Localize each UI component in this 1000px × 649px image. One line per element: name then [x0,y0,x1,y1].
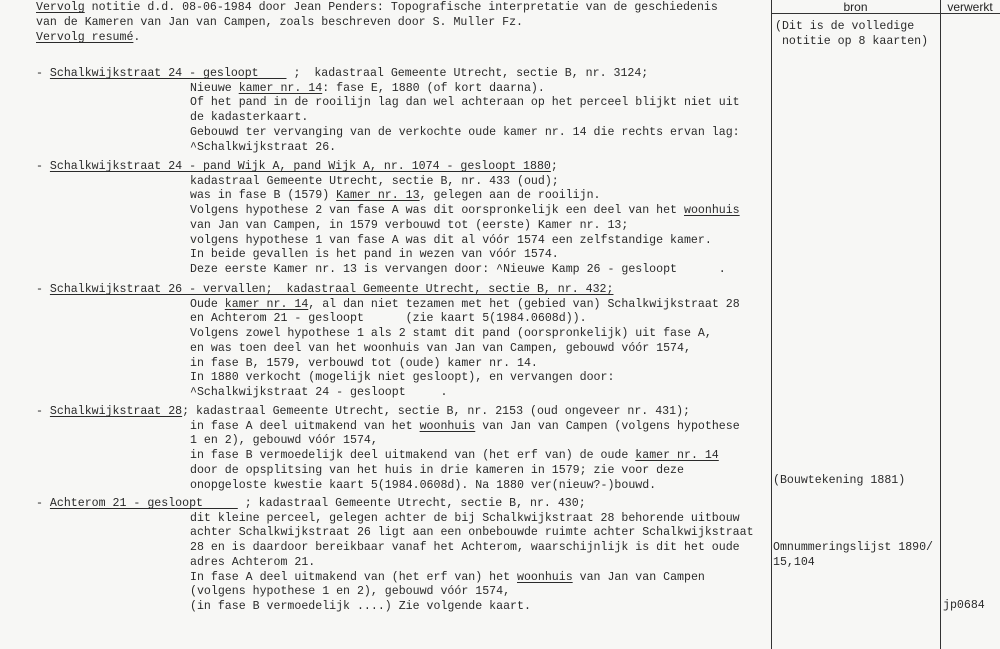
entry-line [190,188,601,203]
underlined-text: woonhuis [419,419,476,433]
text-span: van Jan van Campen, in 1579 verbouwd tot (eerste) Kamer nr. 13; [190,218,629,232]
entry-line [190,203,740,218]
underlined-text: woonhuis [517,570,573,584]
entry-line [36,159,558,174]
bron-note-line: 15,104 [773,556,815,569]
entry-line [190,584,510,599]
text-span: 28 en is daardoor bereikbaar vanaf het Achterom, waarschijnlijk is dit het oude [190,541,740,555]
bron-note-line: (Dit is de volledige [775,20,915,33]
entry-line [190,247,559,262]
text-span: in fase B, 1579, verbouwd tot (oude) kamer nr. 14. [190,356,538,370]
bron-note-omnummering [773,540,933,570]
underlined-text: Schalkwijkstraat 24 - pand Wijk A, pand Wijk A, nr. 1074 - gesloopt 1880 [49,160,551,173]
text-span: van Jan van Campen (volgens hypothese [475,419,740,433]
text-span: Nieuwe [190,81,239,95]
underlined-text: Achterom 21 - gesloopt [49,497,238,510]
entry-line [190,540,740,555]
entry-line [190,419,740,434]
text-span: In fase A deel uitmakend van (het erf van) het [190,570,517,584]
text-span: (in fase B vermoedelijk ....) Zie volgende kaart. [190,599,531,613]
underlined-text: kamer nr. 14 [224,297,309,311]
entry-line [190,262,726,277]
text-span: Deze eerste Kamer nr. 13 is vervangen door: ^Nieuwe Kamp 26 - gesloopt . [190,262,726,276]
text-span: (volgens hypothese 1 en 2), gebouwd vóór 1574, [190,585,511,599]
text-span: en was toen deel van het woonhuis van Jan van Campen, gebouwd vóór 1574, [190,341,691,355]
text-span: - [36,497,50,510]
text-span: , gelegen aan de rooilijn. [419,189,601,203]
entry-line [190,385,447,400]
underlined-text: Schalkwijkstraat 28 [49,405,183,418]
entry-line [190,448,719,463]
entry-line [190,525,754,540]
column-divider-right [940,0,941,649]
text-span: , al dan niet tezamen met het (gebied van) Schalkwijkstraat 28 [308,297,740,311]
entry-line [190,297,740,312]
text-span: achter Schalkwijkstraat 26 ligt aan een onbebouwde ruimte achter Schalkwijkstraat [190,526,754,540]
text-span: Gebouwd ter vervanging van de verkochte oude kamer nr. 14 die rechts ervan lag: [190,125,740,139]
entry-line [190,311,587,326]
text-span: Of het pand in de rooilijn lag dan wel achteraan op het perceel blijkt niet uit [190,96,740,110]
text-span: ^Schalkwijkstraat 26. [190,140,337,154]
text-span: door de opsplitsing van het huis in drie kameren in 1579; zie voor deze [190,463,684,477]
bron-note-line: Omnummeringslijst 1890/ [773,541,934,554]
text-span: ^Schalkwijkstraat 24 - gesloopt . [190,385,448,399]
text-span: dit kleine perceel, gelegen achter de bij Schalkwijkstraat 28 behorende uitbouw [190,511,740,525]
text-span: . [133,31,141,44]
text-span: in fase A deel uitmakend van het [190,419,420,433]
underlined-text: Vervolg [36,1,85,14]
text-span: 1 en 2), gebouwd vóór 1574, [190,434,378,448]
bron-note-complete [775,19,928,49]
underlined-text: Schalkwijkstraat 24 - gesloopt [49,67,287,80]
verwerkt-column-header: verwerkt [947,0,993,14]
text-span: In 1880 verkocht (mogelijk niet gesloopt), en vervangen door: [190,371,615,385]
text-span: Volgens zowel hypothese 1 als 2 stamt dit pand (oorspronkelijk) uit fase A, [190,327,712,341]
entry-line [190,463,684,478]
entry-line [190,599,531,614]
text-span: ; kadastraal Gemeente Utrecht, sectie B, nr. 430; [237,497,586,510]
text-span: adres Achterom 21. [190,555,316,569]
text-span: Volgens hypothese 2 van fase A was dit oorspronkelijk een deel van het [190,204,684,218]
text-span: en Achterom 21 - gesloopt (zie kaart 5(1984.0608d)). [190,312,587,326]
text-span: ; kadastraal Gemeente Utrecht, sectie B, nr. 3124; [286,67,649,80]
entry-line [190,125,740,140]
entry-line [190,478,656,493]
intro-line [36,0,718,15]
text-span: : fase E, 1880 (of kort daarna). [322,81,545,95]
entry-line [190,570,705,585]
entry-line [190,370,614,385]
entry-line [190,95,740,110]
underlined-text: Kamer nr. 13 [336,189,420,203]
text-span: notitie d.d. 08-06-1984 door Jean Penders: Topografische interpretatie van de geschiedenis [84,1,718,14]
entry-line [190,218,628,233]
entry-line [36,282,613,297]
entry-line [190,341,691,356]
underlined-text: Schalkwijkstraat 26 - vervallen; kadastraal Gemeente Utrecht, sectie B, nr. 432; [49,283,614,296]
text-span: In beide gevallen is het pand in wezen van vóór 1574. [190,248,559,262]
underlined-text: woonhuis [683,204,740,218]
text-span: was in fase B (1579) [190,189,337,203]
entry-line [36,404,690,419]
text-span: - [36,160,50,173]
underlined-text: kamer nr. 14 [635,449,719,463]
text-span: - [36,283,50,296]
entry-line [190,174,559,189]
text-span: onopgeloste kwestie kaart 5(1984.0608d). Na 1880 ver(nieuw?-)bouwd. [190,478,657,492]
text-span: ; kadastraal Gemeente Utrecht, sectie B, nr. 2153 (oud ongeveer nr. 431); [182,405,691,418]
text-span: de kadasterkaart. [190,111,309,125]
bron-note-line: notitie op 8 kaarten) [775,35,929,48]
bron-column-header: bron [843,0,868,14]
entry-line [190,110,308,125]
entry-line [36,66,648,81]
bron-note-bouwtekening: (Bouwtekening 1881) [773,474,906,487]
text-span: van Jan van Campen [572,570,705,584]
entry-line [190,81,545,96]
text-span: - [36,405,50,418]
column-divider-left [771,0,772,649]
text-span: in fase B vermoedelijk deel uitmakend van (het erf van) de oude [190,449,636,463]
entry-line [190,511,740,526]
entry-line [190,555,315,570]
text-span: - [36,67,50,80]
underlined-text: kamer nr. 14 [238,81,323,95]
entry-line [190,433,378,448]
entry-line [36,496,586,511]
entry-line [190,140,336,155]
text-span: van de Kameren van Jan van Campen, zoals beschreven door S. Muller Fz. [36,16,524,29]
intro-line [36,30,140,45]
text-span: ; [550,160,558,173]
intro-line [36,15,523,30]
underlined-text: Vervolg resumé [36,31,134,44]
entry-line [190,326,712,341]
text-span: kadastraal Gemeente Utrecht, sectie B, nr. 433 (oud); [190,174,559,188]
entry-line [190,233,712,248]
verwerkt-code: jp0684 [943,599,985,612]
text-span: Oude [190,297,225,311]
entry-line [190,356,538,371]
text-span: volgens hypothese 1 van fase A was dit al vóór 1574 een zelfstandige kamer. [190,233,712,247]
